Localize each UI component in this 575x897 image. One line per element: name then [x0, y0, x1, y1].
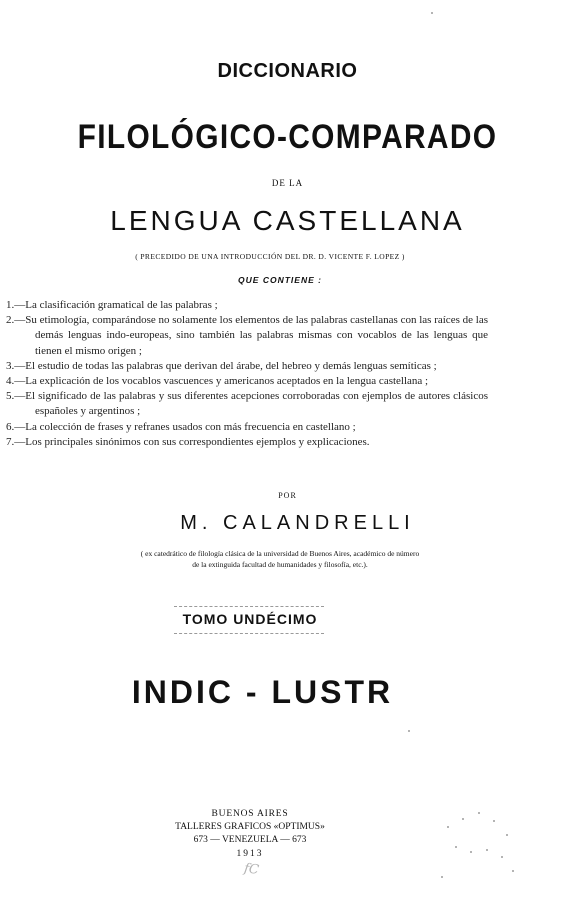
- paper-speck: [441, 876, 443, 878]
- imprint-printer: TALLERES GRAFICOS «OPTIMUS»: [175, 822, 325, 833]
- paper-speck: [486, 849, 488, 851]
- volume-range: INDIC - LUSTR: [131, 674, 394, 710]
- contents-item: 5.—El significado de las palabras y sus diferentes acepciones corroboradas con ejemplos de autores clásicos españoles y argentinos ;: [6, 390, 488, 418]
- title-line-filologico-comparado: FILOLÓGICO-COMPARADO: [77, 118, 498, 156]
- author-name: M. CALANDRELLI: [180, 512, 415, 534]
- imprint-address: 673 — VENEZUELA — 673: [193, 835, 307, 846]
- paper-speck: [447, 826, 449, 828]
- handwritten-mark: fC: [243, 861, 260, 878]
- paper-speck: [512, 870, 514, 872]
- paper-speck: [506, 834, 508, 836]
- contents-item: 2.—Su etimología, comparándose no solamente los elementos de las palabras castellanas con las raíces de las demás lenguas indo-europeas, sino también las palabras mismas con vocablos de las lenguas que tienen el mismo origen ;: [6, 314, 488, 357]
- paper-speck: [408, 730, 410, 732]
- paper-speck: [478, 812, 480, 814]
- contents-heading: QUE CONTIENE :: [238, 275, 322, 285]
- contents-item: 6.—La colección de frases y refranes usados con más frecuencia en castellano ;: [6, 420, 356, 433]
- paper-speck: [455, 846, 457, 848]
- contents-item: 1.—La clasificación gramatical de las palabras ;: [6, 299, 218, 311]
- divider-top: [174, 606, 324, 607]
- paper-speck: [501, 856, 503, 858]
- title-line-diccionario: DICCIONARIO: [217, 60, 358, 82]
- contents-list: [4, 298, 488, 450]
- imprint: [150, 808, 350, 861]
- author-credentials: [40, 548, 520, 570]
- paper-speck: [431, 12, 433, 14]
- imprint-year: 1913: [236, 848, 264, 859]
- credentials-line: de la extinguida facultad de humanidades y filosofía, etc.).: [192, 560, 368, 569]
- volume-label: TOMO UNDÉCIMO: [182, 611, 318, 627]
- contents-item: 4.—La explicación de los vocablos vascuences y americanos aceptados en la lengua castellana ;: [6, 375, 429, 388]
- paper-speck: [493, 820, 495, 822]
- divider-bottom: [174, 633, 324, 634]
- contents-item: 3.—El estudio de todas las palabras que derivan del árabe, del hebreo y demás lenguas semíticas ;: [6, 359, 437, 372]
- title-line-lengua-castellana: LENGUA CASTELLANA: [110, 205, 465, 236]
- paper-speck: [462, 818, 464, 820]
- title-connector: DE LA: [271, 178, 304, 188]
- credentials-line: ( ex catedrático de filología clásica de la universidad de Buenos Aires, académico de número: [140, 549, 420, 558]
- by-label: POR: [278, 491, 297, 500]
- introduction-note: ( PRECEDIDO DE UNA INTRODUCCIÓN DEL DR. D. VICENTE F. LOPEZ ): [135, 252, 405, 261]
- paper-speck: [470, 851, 472, 853]
- contents-item: 7.—Los principales sinónimos con sus correspondientes ejemplos y explicaciones.: [6, 435, 370, 448]
- imprint-city: BUENOS AIRES: [211, 809, 289, 819]
